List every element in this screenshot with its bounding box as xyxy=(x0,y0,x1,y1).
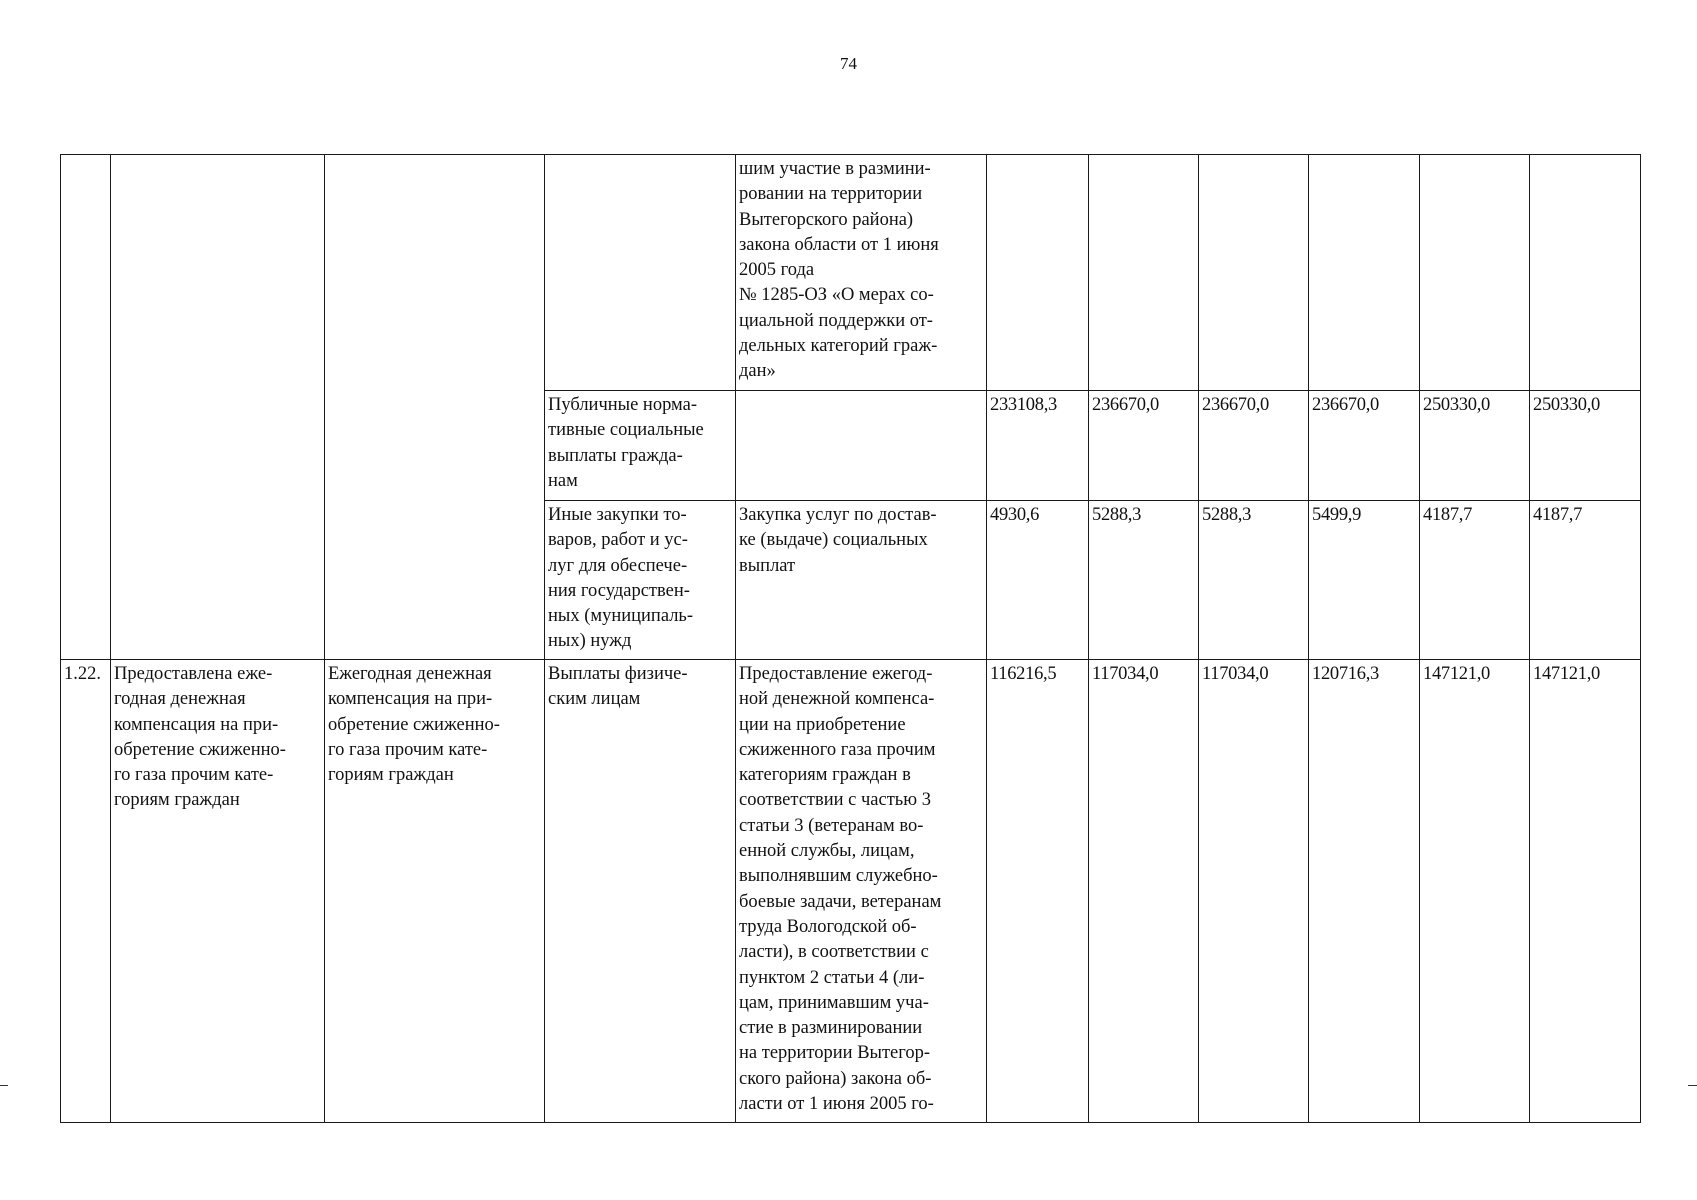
cell-value: 4187,7 xyxy=(1420,501,1530,660)
cell-value: 117034,0 xyxy=(1199,660,1309,1123)
cell-description: Предоставление ежегод- ной денежной компенса- ции на приобретение сжиженного газа прочим категориям граждан в соответствии с частью 3 статьи 3 (ветеранам во- енной службы, лицам, выполнявшим служебно- боевые задачи, ветеранам труда Вологодской об- ласти), в соответствии с пунктом 2 статьи 4 (ли- цам, принимавшим уча- стие в разминировании на территории Вытегор- ского района) закона об- ласти от 1 июня 2005 го- xyxy=(736,660,987,1123)
cell-description: шим участие в размини- ровании на территории Вытегорского района) закона области от 1 июня 2005 года № 1285-ОЗ «О мерах со- циальной поддержки от- дельных категорий граж- дан» xyxy=(736,155,987,391)
cell-value: 116216,5 xyxy=(987,660,1089,1123)
table-row xyxy=(61,155,1641,391)
cell-value xyxy=(1089,155,1199,391)
cell-value xyxy=(987,155,1089,391)
cell-value xyxy=(1309,155,1420,391)
cell-value: 4187,7 xyxy=(1530,501,1641,660)
cell-result xyxy=(111,155,325,660)
cell-value: 250330,0 xyxy=(1420,391,1530,501)
cell-value xyxy=(1420,155,1530,391)
cell-expense-type: Иные закупки то- варов, работ и ус- луг для обеспече- ния государствен- ных (муниципаль- ных) нужд xyxy=(545,501,736,660)
cell-value: 5499,9 xyxy=(1309,501,1420,660)
cell-value: 4930,6 xyxy=(987,501,1089,660)
cell-number: 1.22. xyxy=(61,660,111,1123)
cell-expense-type: Публичные норма- тивные социальные выплаты гражда- нам xyxy=(545,391,736,501)
scan-edge-mark xyxy=(0,1085,8,1086)
cell-value: 233108,3 xyxy=(987,391,1089,501)
table-row xyxy=(61,660,1641,1123)
cell-number xyxy=(61,155,111,660)
cell-expense-type: Выплаты физиче- ским лицам xyxy=(545,660,736,1123)
cell-expense-type xyxy=(545,155,736,391)
cell-description: Закупка услуг по достав- ке (выдаче) социальных выплат xyxy=(736,501,987,660)
cell-value: 117034,0 xyxy=(1089,660,1199,1123)
cell-value: 236670,0 xyxy=(1089,391,1199,501)
cell-value: 147121,0 xyxy=(1420,660,1530,1123)
cell-value: 236670,0 xyxy=(1309,391,1420,501)
scan-edge-mark xyxy=(1688,1085,1697,1086)
cell-value: 5288,3 xyxy=(1199,501,1309,660)
page-number: 74 xyxy=(840,54,857,73)
cell-result: Предоставлена еже- годная денежная компенсация на при- обретение сжиженно- го газа прочим кате- гориям граждан xyxy=(111,660,325,1123)
cell-value: 236670,0 xyxy=(1199,391,1309,501)
cell-value: 120716,3 xyxy=(1309,660,1420,1123)
budget-table xyxy=(60,154,1641,1123)
cell-value: 147121,0 xyxy=(1530,660,1641,1123)
cell-value: 5288,3 xyxy=(1089,501,1199,660)
cell-value xyxy=(1199,155,1309,391)
cell-measure: Ежегодная денежная компенсация на при- обретение сжиженно- го газа прочим кате- гориям граждан xyxy=(325,660,545,1123)
cell-measure xyxy=(325,155,545,660)
cell-description xyxy=(736,391,987,501)
cell-value xyxy=(1530,155,1641,391)
cell-value: 250330,0 xyxy=(1530,391,1641,501)
